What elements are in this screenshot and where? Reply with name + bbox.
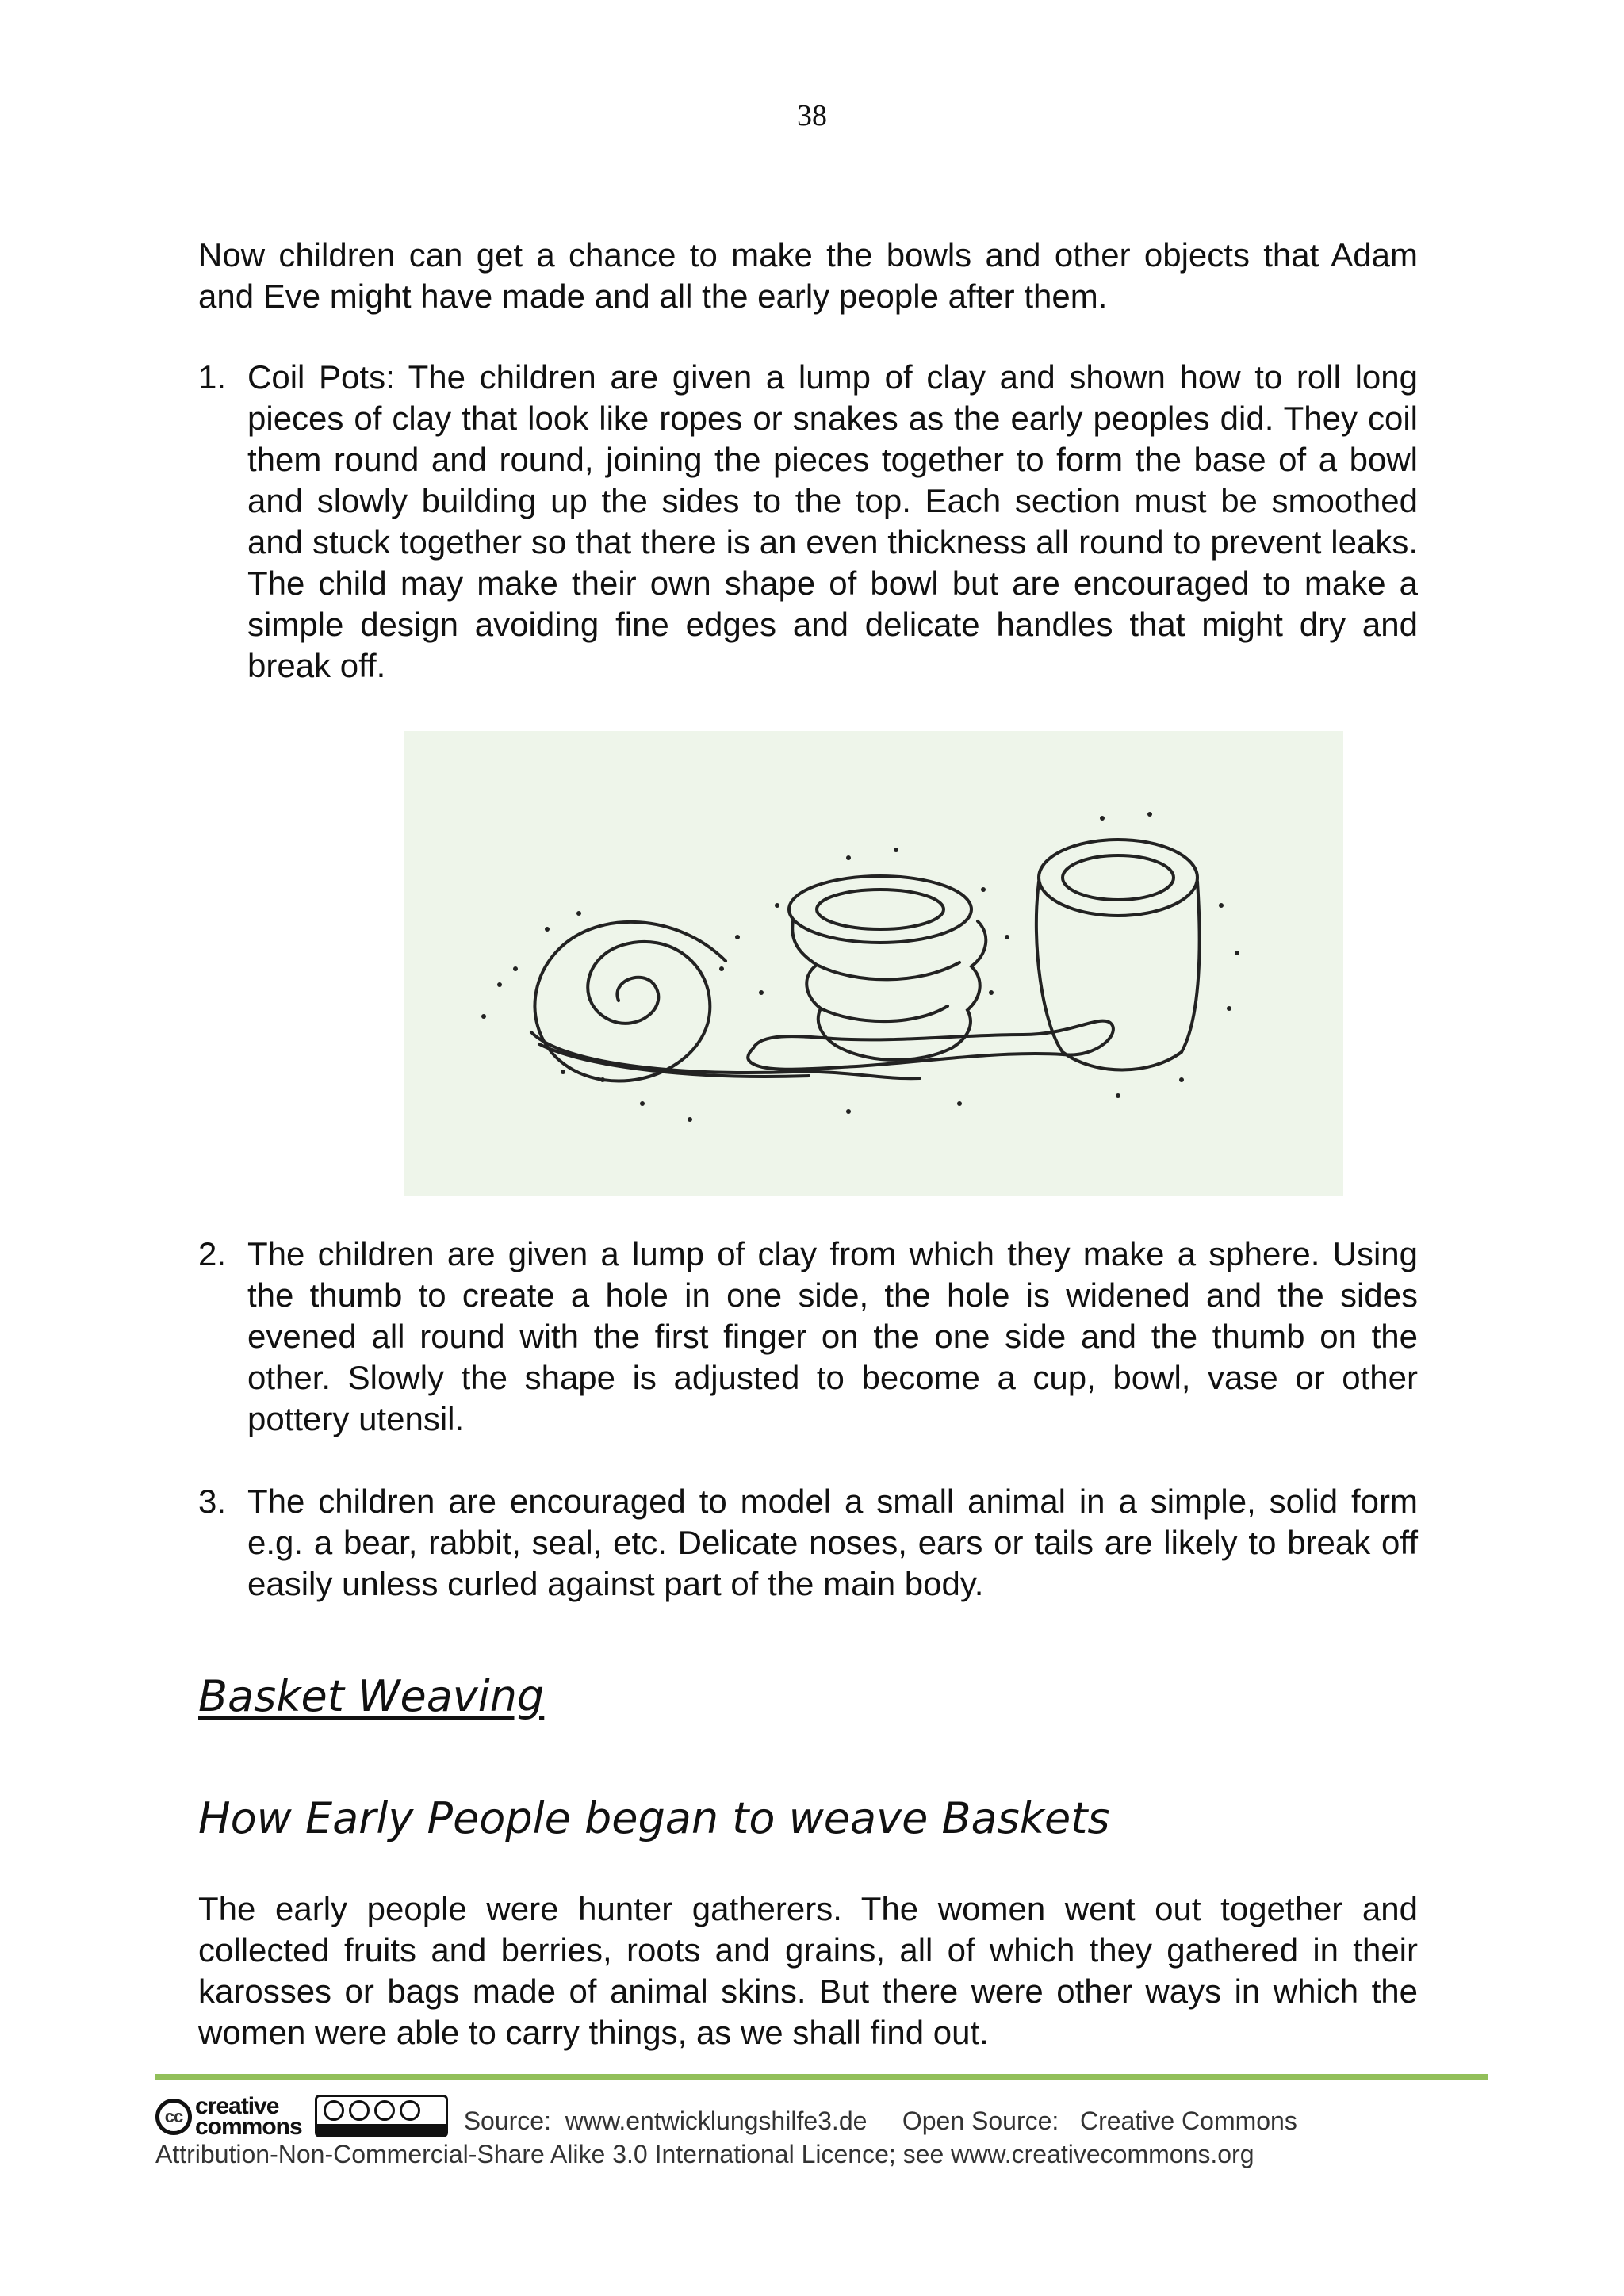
footer-divider — [155, 2074, 1488, 2080]
footer — [155, 2088, 1503, 2171]
list-item — [198, 1234, 1418, 1440]
main-content-continued — [198, 1234, 1418, 1605]
cc-wordmark: creative commons — [195, 2093, 302, 2140]
list-item — [198, 357, 1418, 687]
intro-paragraph: Now children can get a chance to make the bowls and other objects that Adam and Eve might have made and all the early people after them. — [198, 236, 1418, 315]
page-number: 38 — [797, 99, 827, 132]
list-text: The children are encouraged to model a small animal in a simple, solid form e.g. a bear, rabbit, seal, etc. Delicate noses, ears or tails are likely to break off easily unless curled against part of the main body. — [247, 1483, 1418, 1602]
closing-section — [198, 1888, 1418, 2053]
cc-icon: cc — [155, 2099, 192, 2135]
list-item — [198, 1481, 1418, 1605]
coil-pots-illustration — [404, 731, 1343, 1196]
steps-list-part1 — [198, 357, 1418, 687]
list-number: 3. — [198, 1483, 227, 1520]
creative-commons-logo — [155, 2093, 302, 2140]
main-content — [198, 235, 1418, 687]
closing-paragraph: The early people were hunter gatherers. The women went out together and collected fruits and berries, roots and grains, all of which they gathered in their karosses or bags made of animal skins. But there were other ways in which the women were able to carry things, as we shall find out. — [198, 1890, 1418, 2051]
steps-list-part2 — [198, 1234, 1418, 1605]
basket-weaving-heading: Basket Weaving — [198, 1671, 545, 1721]
cc-by-nc-sa-badge-icon — [315, 2095, 448, 2137]
list-text: Coil Pots: The children are given a lump of clay and shown how to roll long pieces of clay that look like ropes or snakes as the early peoples did. They coil them round and round, joining the pieces together to form the base of a bowl and slowly building up the sides to the top. Each section must be smoothed and stuck together so that there is an even thickness all round to prevent leaks. The child may make their own shape of bowl but are encouraged to make a simple design avoiding fine edges and delicate handles that might dry and break off. — [247, 358, 1418, 684]
coil-pots-drawing — [404, 731, 1343, 1196]
list-number: 2. — [198, 1235, 227, 1272]
how-early-people-heading: How Early People began to weave Baskets — [198, 1793, 1110, 1843]
footer-licence-row — [155, 2088, 1503, 2140]
footer-source: Source: www.entwicklungshilfe3.de Open Source: Creative Commons — [463, 2107, 1297, 2135]
list-number: 1. — [198, 358, 227, 396]
footer-licence: Attribution-Non-Commercial-Share Alike 3.0 International Licence; see www.creativecommons.org — [155, 2140, 1254, 2168]
list-text: The children are given a lump of clay from which they make a sphere. Using the thumb to create a hole in one side, the hole is widened and the sides evened all round with the first finger on the one side and the thumb on the other. Slowly the shape is adjusted to become a cup, bowl, vase or other pottery utensil. — [247, 1235, 1418, 1437]
